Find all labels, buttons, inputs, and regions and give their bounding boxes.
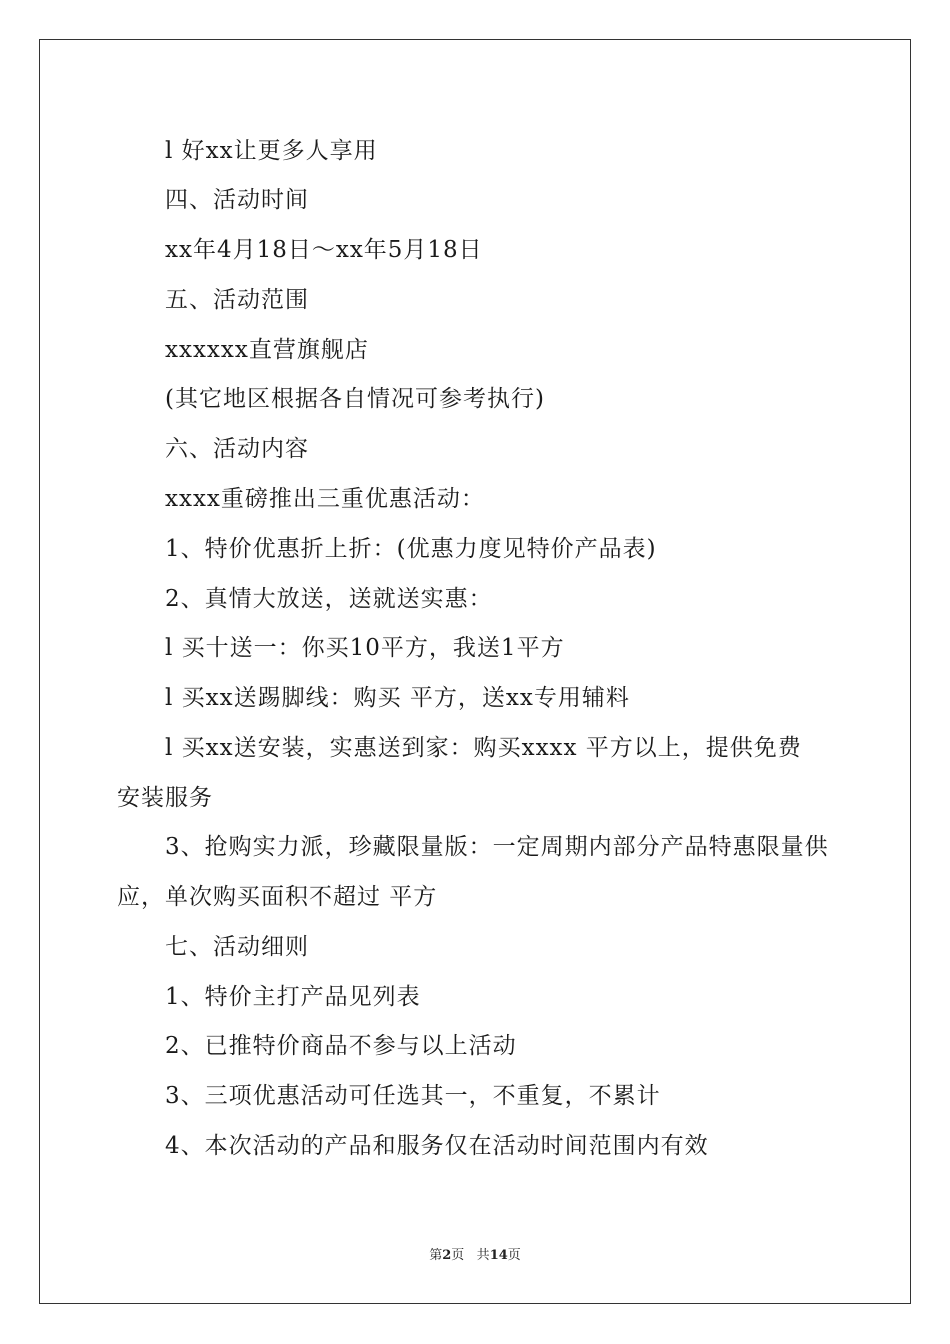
section-heading: 四、活动时间	[165, 187, 309, 213]
text-line: xx年4月18日～xx年5月18日	[165, 237, 483, 263]
list-item: 3、三项优惠活动可任选其一，不重复，不累计	[165, 1083, 661, 1109]
section-heading: 五、活动范围	[165, 287, 309, 313]
list-item: 3、抢购实力派，珍藏限量版：一定周期内部分产品特惠限量供	[165, 834, 829, 860]
list-item: 1、特价优惠折上折：(优惠力度见特价产品表)	[165, 536, 657, 562]
text-line: xxxx重磅推出三重优惠活动：	[165, 486, 485, 512]
bullet-item: l 买十送一：你买10平方，我送1平方	[165, 635, 565, 661]
list-item: 2、已推特价商品不参与以上活动	[165, 1033, 517, 1059]
page-footer	[0, 1247, 950, 1265]
text-line: xxxxxx直营旗舰店	[165, 337, 369, 363]
total-prefix: 共	[476, 1248, 490, 1263]
list-item: 4、本次活动的产品和服务仅在活动时间范围内有效	[165, 1133, 709, 1159]
section-heading: 六、活动内容	[165, 436, 309, 462]
list-item: 1、特价主打产品见列表	[165, 984, 421, 1010]
bullet-item: l 买xx送安装，实惠送到家：购买xxxx 平方以上，提供免费	[165, 735, 802, 761]
total-pages: 14	[489, 1248, 508, 1263]
text-line: l 好xx让更多人享用	[165, 138, 378, 164]
list-item: 2、真情大放送，送就送实惠：	[165, 586, 493, 612]
page-suffix: 页	[451, 1248, 465, 1263]
section-heading: 七、活动细则	[165, 934, 309, 960]
page-number: 2	[442, 1248, 452, 1263]
total-suffix: 页	[507, 1248, 521, 1263]
bullet-item-continuation: 安装服务	[117, 785, 213, 811]
text-line: (其它地区根据各自情况可参考执行)	[165, 386, 545, 412]
list-item-continuation: 应，单次购买面积不超过 平方	[117, 884, 438, 910]
page-prefix: 第	[429, 1248, 443, 1263]
page-border	[39, 39, 911, 1304]
bullet-item: l 买xx送踢脚线：购买 平方，送xx专用辅料	[165, 685, 630, 711]
